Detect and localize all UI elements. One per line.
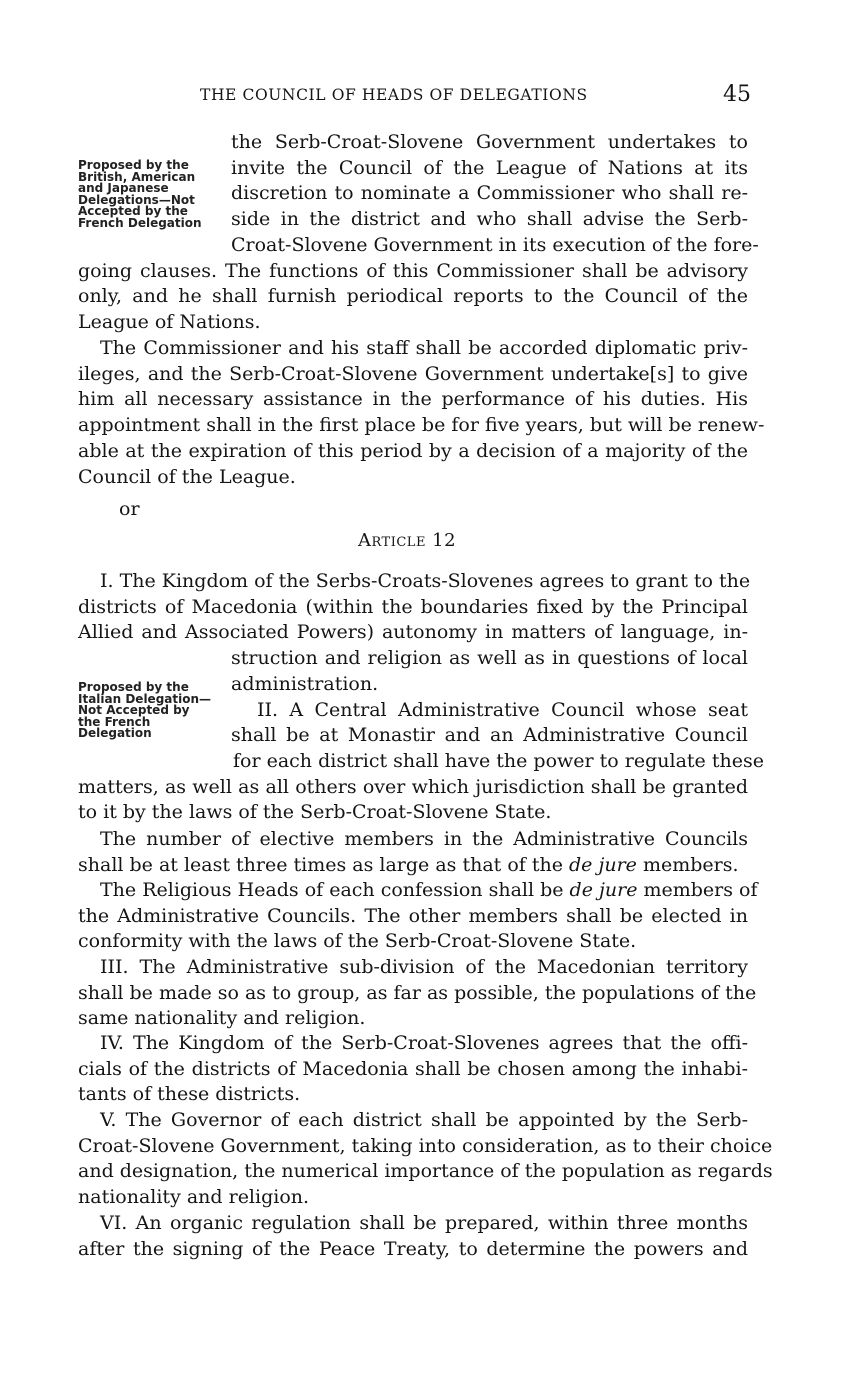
margin-note-line: French Delegation [78, 215, 202, 230]
text-line: side in the district and who shall advise the Serb- [231, 208, 748, 231]
paragraph-commissioner-privileges [78, 336, 765, 490]
or-label: or [119, 498, 140, 520]
text-line: same nationality and religion. [78, 1007, 366, 1030]
text-line: the Administrative Councils. The other members shall be elected in [78, 904, 748, 927]
paragraph-religious-heads [78, 878, 758, 955]
text-line: him all necessary assistance in the performance of his duties. His [78, 388, 748, 411]
text-line: the Serb-Croat-Slovene Government undertakes to [231, 131, 748, 153]
text-line: VI. An organic regulation shall be prepared, within three months [100, 1212, 748, 1234]
text-line: I. The Kingdom of the Serbs-Croats-Slovenes agrees to grant to the [100, 570, 751, 592]
text-line: struction and religion as well as in questions of local [231, 647, 748, 670]
text-line: Croat-Slovene Government in its execution of the fore- [231, 233, 759, 256]
text-line: League of Nations. [78, 310, 261, 333]
text-line: shall be at least three times as large as that of the de jure members. [78, 853, 739, 876]
text-line: matters, as well as all others over which jurisdiction shall be granted [78, 775, 748, 798]
text-line: tants of these districts. [78, 1083, 301, 1106]
margin-note-line: Delegation [78, 726, 152, 740]
text-line: The Religious Heads of each confession shall be de jure members of [100, 879, 758, 901]
margin-note-line: Proposed by the [78, 158, 189, 172]
text-line: shall be at Monastir and an Administrative Council [231, 724, 748, 747]
margin-note-line: Not Accepted by [78, 703, 190, 717]
text-line: administration. [231, 672, 379, 695]
paragraph-governor [78, 1108, 773, 1211]
text-line: discretion to nominate a Commissioner who shall re- [231, 182, 748, 205]
paragraph-elective-members [78, 827, 748, 878]
text-line: ileges, and the Serb-Croat-Slovene Government undertake[s] to give [78, 362, 748, 385]
text-line: The Commissioner and his staff shall be accorded diplomatic priv- [100, 337, 748, 359]
text-line: to it by the laws of the Serb-Croat-Slovene State. [78, 801, 552, 824]
text-line: shall be made so as to group, as far as possible, the populations of the [78, 981, 757, 1004]
text-line: nationality and religion. [78, 1186, 310, 1209]
margin-note-line: the French [78, 714, 151, 729]
text-line: districts of Macedonia (within the boundaries fixed by the Principal [78, 595, 748, 618]
page-number: 45 [723, 82, 751, 107]
margin-note-line: British, American [78, 169, 196, 184]
text-line: III. The Administrative sub-division of the Macedonian territory [100, 956, 748, 978]
margin-note-line: and Japanese [78, 181, 169, 195]
text-line: and designation, the numerical importance of the population as regards [78, 1160, 773, 1183]
margin-note-line: Delegations—Not [78, 192, 195, 207]
margin-note-line: Accepted by the [78, 204, 188, 218]
text-line: The number of elective members in the Administrative Councils [100, 828, 748, 850]
text-line: Council of the League. [78, 465, 296, 488]
margin-note-line: Italian Delegation— [78, 691, 212, 706]
text-line: appointment shall in the first place be for five years, but will be renew- [78, 414, 765, 437]
text-line: after the signing of the Peace Treaty, to determine the powers and [78, 1237, 748, 1260]
text-line: V. The Governor of each district shall be appointed by the Serb- [100, 1109, 748, 1131]
article-heading: Article 12 [358, 530, 457, 551]
paragraph-macedonia-autonomy [78, 569, 764, 826]
paragraph-commissioner-nomination [78, 130, 759, 336]
paragraph-sub-division [78, 955, 757, 1032]
text-line: II. A Central Administrative Council whose seat [257, 698, 748, 721]
text-line: IV. The Kingdom of the Serb-Croat-Slovenes agrees that the offi- [100, 1032, 748, 1054]
text-line: invite the Council of the League of Nations at its [231, 156, 748, 179]
text-line: for each district shall have the power to regulate these [233, 749, 764, 772]
text-line: going clauses. The functions of this Commissioner shall be advisory [78, 259, 748, 282]
text-line: able at the expiration of this period by a decision of a majority of the [78, 439, 748, 462]
text-line: only, and he shall furnish periodical reports to the Council of the [78, 285, 748, 308]
text-line: Croat-Slovene Government, taking into consideration, as to their choice [78, 1134, 773, 1157]
paragraph-officials [78, 1031, 748, 1108]
paragraph-organic-regulation [78, 1211, 748, 1262]
running-title: THE COUNCIL OF HEADS OF DELEGATIONS [200, 86, 588, 104]
text-line: Allied and Associated Powers) autonomy in matters of language, in- [78, 621, 748, 644]
text-line: conformity with the laws of the Serb-Croat-Slovene State. [78, 930, 637, 953]
text-line: cials of the districts of Macedonia shall be chosen among the inhabi- [78, 1057, 748, 1080]
margin-note-line: Proposed by the [78, 680, 189, 694]
